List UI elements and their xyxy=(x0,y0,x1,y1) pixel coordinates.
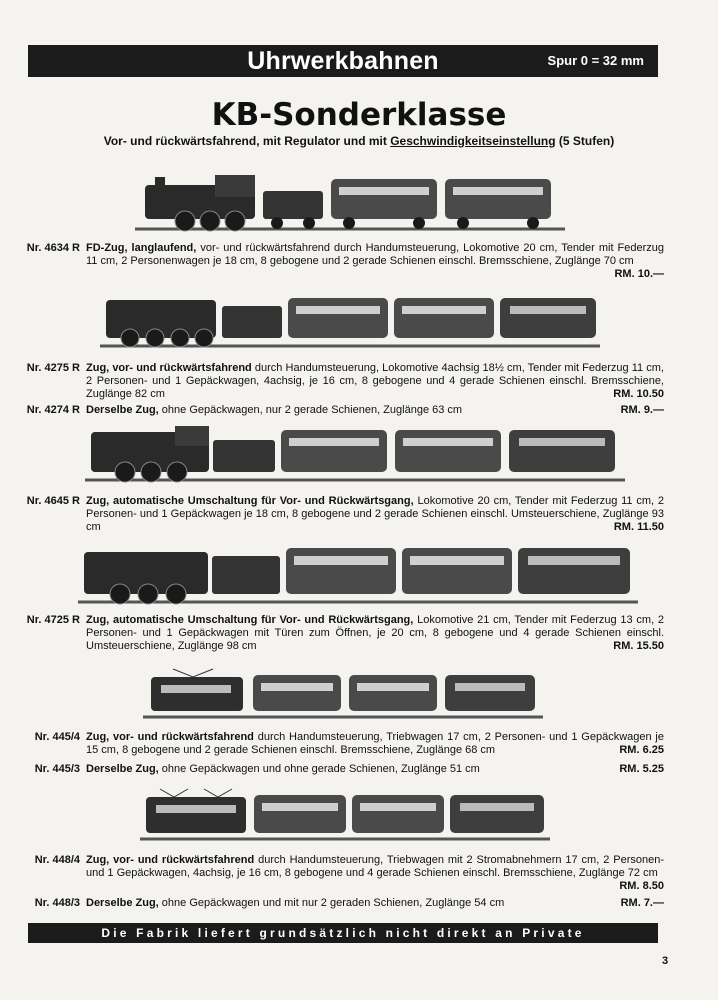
item-text: vor- und rückwärtsfahrend durch Handumsteuerung, Lokomotive 20 cm, Tender mit Federzug 11 cm, 2 Personenwagen je 18 cm, 8 gebogene und 2 gerade Schienen einschl. Bremsschiene, Zuglänge 70 cm xyxy=(86,242,664,267)
tagline-post: (5 Stufen) xyxy=(555,134,615,148)
item-text: durch Handumsteuerung, Triebwagen mit 2 Stromabnehmern 17 cm, 2 Personen- und 1 Gepäckwagen, 4achsig, je 16 cm, 8 gebogene und 4 gerade Schienen einschl. Bremsschiene, Zuglänge 72 cm xyxy=(86,854,664,879)
item-lead: Zug, automatische Umschaltung für Vor- und Rückwärtsgang, xyxy=(86,495,414,507)
item-price: RM. 10.50 xyxy=(613,388,664,400)
train-illustration-4634 xyxy=(135,165,565,237)
train-illustration-4645 xyxy=(85,420,625,486)
catalog-entry xyxy=(24,854,664,893)
catalog-entry xyxy=(24,614,664,653)
catalog-entry xyxy=(24,242,664,281)
gauge-label: Spur 0 = 32 mm xyxy=(547,53,644,68)
item-price: RM. 11.50 xyxy=(613,521,664,533)
item-text: ohne Gepäckwagen und mit nur 2 geraden Schienen, Zuglänge 54 cm xyxy=(158,897,505,909)
item-number: Nr. 4275 R xyxy=(26,362,80,374)
catalog-entry xyxy=(24,763,664,776)
footer-notice: Die Fabrik liefert grundsätzlich nicht direkt an Private xyxy=(28,923,658,943)
item-text: durch Handumsteuerung, Lokomotive 4achsig 18½ cm, Tender mit Federzug 11 cm, 2 Personen- und 1 Gepäckwagen, 4achsig, je 16 cm, 8 gebogene und 4 gerade Schienen einschl. Bremsschiene, Zuglänge 82 cm xyxy=(86,362,664,400)
train-illustration-445 xyxy=(143,665,543,723)
item-price: RM. 10.— xyxy=(614,268,664,280)
item-number: Nr. 445/4 xyxy=(34,731,80,743)
train-illustration-448 xyxy=(140,785,550,845)
tagline xyxy=(0,134,718,148)
item-description xyxy=(86,854,664,880)
item-lead: Zug, vor- und rückwärtsfahrend xyxy=(86,731,254,743)
catalog-entry xyxy=(24,362,664,401)
item-price: RM. 15.50 xyxy=(613,640,664,652)
item-price: RM. 7.— xyxy=(620,897,664,909)
item-text: durch Handumsteuerung, Triebwagen 17 cm, 2 Personen- und 1 Gepäckwagen je 15 cm, 8 gebogene und 2 gerade Schienen einschl. Bremsschiene, Zuglänge 68 cm xyxy=(86,731,664,756)
item-text: ohne Gepäckwagen, nur 2 gerade Schienen, Zuglänge 63 cm xyxy=(158,404,463,416)
item-number: Nr. 4645 R xyxy=(26,495,80,507)
item-number: Nr. 4725 R xyxy=(26,614,80,626)
item-text: Lokomotive 21 cm, Tender mit Federzug 13 cm, 2 Personen- und 1 Gepäckwagen mit Türen zum Öffnen, je 20 cm, 8 gebogene und 4 gerade Schienen einschl. Umsteuerschiene, Zuglänge 98 cm xyxy=(86,614,664,652)
catalog-entry xyxy=(24,404,664,417)
item-lead: Zug, vor- und rückwärtsfahrend xyxy=(86,854,255,866)
header-banner xyxy=(28,45,658,77)
item-lead: Zug, vor- und rückwärtsfahrend xyxy=(86,362,252,374)
page-title: Uhrwerkbahnen xyxy=(247,47,439,75)
catalog-entry xyxy=(24,731,664,757)
item-price: RM. 6.25 xyxy=(619,744,664,756)
item-lead: Derselbe Zug, xyxy=(86,404,159,416)
item-description xyxy=(86,763,584,776)
item-description xyxy=(86,242,664,268)
item-description xyxy=(86,495,664,534)
item-price: RM. 9.— xyxy=(620,404,664,416)
item-description xyxy=(86,731,664,757)
item-number: Nr. 4634 R xyxy=(26,242,80,254)
item-description xyxy=(86,362,664,401)
item-number: Nr. 4274 R xyxy=(26,404,80,416)
item-text: Lokomotive 20 cm, Tender mit Federzug 11 cm, 2 Personen- und 1 Gepäckwagen je 18 cm, 8 gebogene und 2 gerade Schienen einschl. Umsteuerschiene, Zuglänge 93 cm xyxy=(86,495,664,533)
item-lead: Zug, automatische Umschaltung für Vor- und Rückwärtsgang, xyxy=(86,614,414,626)
tagline-pre: Vor- und rückwärtsfahrend, mit Regulator und mit xyxy=(103,134,391,148)
item-description xyxy=(86,897,584,910)
train-illustration-4275 xyxy=(100,290,600,352)
train-illustration-4725 xyxy=(78,540,638,608)
item-lead: Derselbe Zug, xyxy=(86,897,159,909)
item-number: Nr. 445/3 xyxy=(34,763,80,775)
item-price: RM. 5.25 xyxy=(619,763,664,775)
catalog-entry xyxy=(24,897,664,910)
item-lead: Derselbe Zug, xyxy=(86,763,159,775)
item-text: ohne Gepäckwagen und ohne gerade Schienen, Zuglänge 51 cm xyxy=(158,763,480,775)
tagline-underlined: Geschwindigkeitseinstellung xyxy=(390,134,556,148)
item-description xyxy=(86,404,584,417)
item-price: RM. 8.50 xyxy=(619,880,664,892)
item-number: Nr. 448/3 xyxy=(34,897,80,909)
item-description xyxy=(86,614,664,653)
catalog-entry xyxy=(24,495,664,534)
item-number: Nr. 448/4 xyxy=(34,854,80,866)
section-title: KB-Sonderklasse xyxy=(211,97,507,133)
item-lead: FD-Zug, langlaufend, xyxy=(86,242,197,254)
page-number: 3 xyxy=(662,955,669,967)
